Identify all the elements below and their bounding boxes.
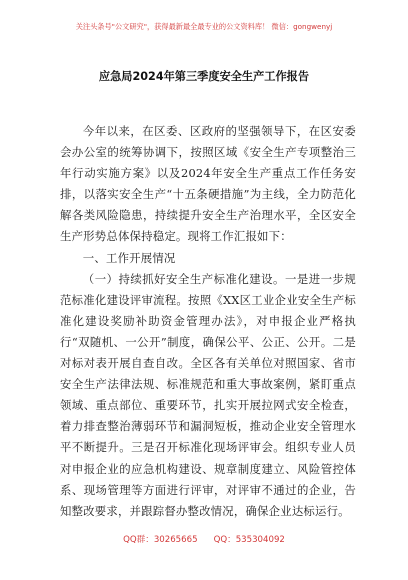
- footer-contact: [0, 534, 408, 546]
- document-title: 应急局2024年第三季度安全生产工作报告: [98, 70, 310, 83]
- section-heading: 一、工作开展情况: [82, 250, 176, 265]
- body-paragraph: （一）持续抓好安全生产标准化建设。一是进一步规范标准化建设评审流程。按照《XX区工业企业安全生产标准化建设奖励补助资金管理办法》，对申报企业严格执行“双随机、一公开”制度，确保公平、公正、公开。二是对标对表开展自查自改。全区各有关单位对照国家、省市安全生产法律法规、标准规范和重大事故案例，紧盯重点领域、重点部位、重要环节，扎实开展拉网式安全检查，着力排查整治薄弱环节和漏洞短板，推动企业安全管理水平不断提升。三是召开标准化现场评审会。组织专业人员对申报企业的应急机构建设、规章制度建立、风险管控体系、现场管理等方面进行评审，对评审不通过的企业，告知整改要求，并跟踪督办整改情况，确保企业达标运行。: [60, 271, 356, 518]
- header-notice: 关注头条号"公文研究"，获得最新最全最专业的公文资料库！ 微信：gongwenyj: [75, 22, 333, 31]
- qq-number: 535304092: [235, 535, 285, 545]
- qq-group-number: 30265665: [153, 535, 198, 545]
- intro-paragraph: 今年以来，在区委、区政府的坚强领导下，在区安委会办公室的统筹协调下，按照区域《安全生产专项整治三年行动实施方案》以及2024年安全生产重点工作任务安排，以落实安全生产“十五条硬措施”为主线，全力防范化解各类风险隐患，持续提升安全生产治理水平，全区安全生产形势总体保持稳定。现将工作汇报如下：: [60, 124, 356, 244]
- document-body: [60, 121, 356, 522]
- qq-group-label: QQ群：: [123, 535, 154, 545]
- qq-label: QQ：: [213, 535, 236, 545]
